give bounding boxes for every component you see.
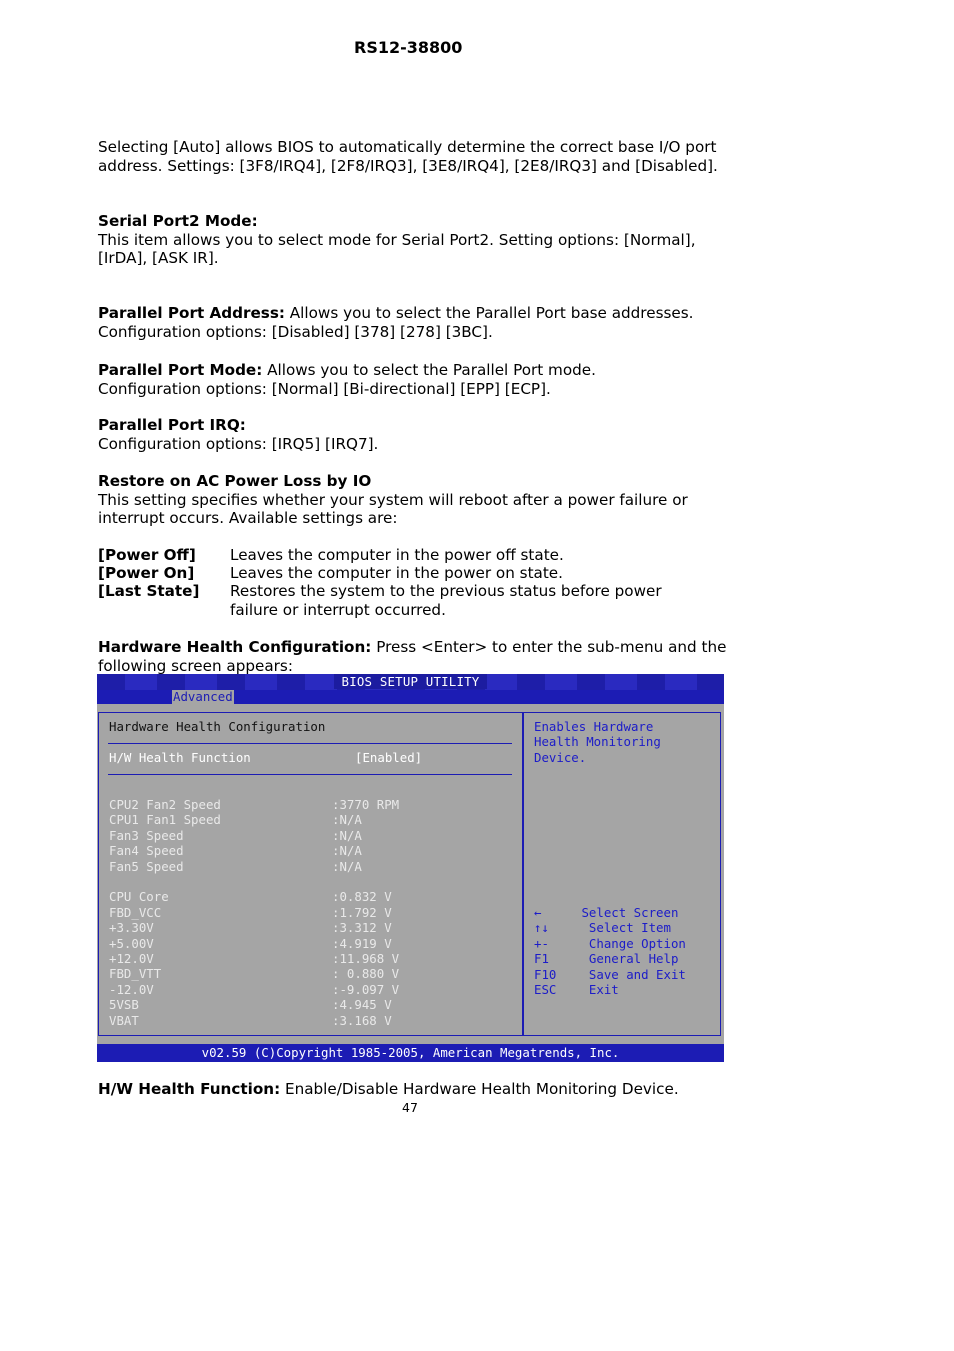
reading-label: Fan5 Speed	[109, 858, 184, 874]
hw-config-section	[98, 638, 738, 675]
bios-help-panel	[534, 719, 714, 765]
reading-value: :N/A	[332, 812, 362, 828]
setting-desc: Restores the system to the previous status before power failure or interrupt occurred.	[230, 582, 662, 619]
reading-label: FBD_VCC	[109, 904, 162, 920]
reading-label: 5VSB	[109, 997, 139, 1013]
hw-function-section	[98, 1080, 738, 1099]
key-change-option	[534, 936, 734, 951]
parallel-mode-text: Allows you to select the Parallel Port mode.	[262, 361, 596, 379]
parallel-mode-options: Configuration options: [Normal] [Bi-directional] [EPP] [ECP].	[98, 379, 551, 398]
key-symbol: ←	[534, 905, 542, 920]
bios-separator	[108, 743, 512, 744]
reading-value: :4.919 V	[332, 935, 392, 951]
reading-value: :3.312 V	[332, 920, 392, 936]
hw-config-text: Press <Enter> to enter the sub-menu and the following screen appears:	[98, 638, 727, 675]
parallel-address-text: Allows you to select the Parallel Port base addresses.	[284, 304, 694, 322]
reading-value: :N/A	[332, 827, 362, 843]
reading-value: :0.832 V	[332, 889, 392, 905]
reading-value: :N/A	[332, 843, 362, 859]
reading-value: :N/A	[332, 858, 362, 874]
key-general-help	[534, 951, 734, 966]
key-symbol: +-	[534, 935, 549, 951]
reading-value: : 0.880 V	[332, 966, 400, 982]
hw-function-text: Enable/Disable Hardware Health Monitoring Device.	[280, 1080, 679, 1098]
key-desc: Change Option	[574, 935, 686, 951]
key-symbol: F1	[534, 951, 549, 967]
key-desc: Select Item	[574, 920, 671, 936]
reading-label: CPU Core	[109, 889, 169, 905]
serial-port2-heading: Serial Port2 Mode:	[98, 212, 258, 230]
key-desc: Save and Exit	[574, 966, 686, 982]
bios-separator	[108, 774, 512, 775]
parallel-address-options: Configuration options: [Disabled] [378] [278] [3BC].	[98, 322, 493, 341]
intro-paragraph	[98, 138, 738, 175]
setting-term: [Power Off]	[98, 546, 196, 564]
reading-value: :3770 RPM	[332, 797, 400, 812]
reading-label: +5.00V	[109, 935, 154, 951]
intro-text: Selecting [Auto] allows BIOS to automatically determine the correct base I/O port address. Settings: [3F8/IRQ4], [2F8/IRQ3], [3E8/IRQ4], [2E8/IRQ3] and [Disabled].	[98, 138, 718, 175]
reading-label: VBAT	[109, 1012, 139, 1028]
restore-heading: Restore on AC Power Loss by IO	[98, 472, 372, 490]
key-select-screen	[534, 905, 734, 920]
reading-label: Fan3 Speed	[109, 827, 184, 843]
page-number: 47	[402, 1100, 418, 1115]
key-desc: Exit	[574, 982, 619, 997]
parallel-address-heading: Parallel Port Address:	[98, 304, 285, 322]
parallel-address-section	[98, 304, 738, 341]
key-symbol: F10	[534, 966, 557, 982]
serial-port2-section	[98, 212, 738, 268]
bios-panel-divider	[522, 712, 524, 1036]
parallel-irq-options: Configuration options: [IRQ5] [IRQ7].	[98, 434, 379, 453]
serial-port2-text: This item allows you to select mode for Serial Port2. Setting options: [Normal], [IrDA], [ASK IR].	[98, 230, 696, 267]
hw-config-heading: Hardware Health Configuration:	[98, 638, 372, 656]
reading-label: CPU2 Fan2 Speed	[109, 797, 221, 812]
reading-label: -12.0V	[109, 981, 154, 997]
key-save-exit	[534, 967, 734, 982]
help-line: Enables Hardware	[534, 719, 654, 734]
bios-footer: v02.59 (C)Copyright 1985-2005, American Megatrends, Inc.	[97, 1044, 724, 1062]
hw-health-function-value[interactable]: [Enabled]	[355, 750, 423, 765]
help-line: Device.	[534, 749, 587, 765]
parallel-mode-heading: Parallel Port Mode:	[98, 361, 263, 379]
key-desc: Select Screen	[574, 905, 679, 920]
help-line: Health Monitoring	[534, 734, 661, 750]
setting-desc: Leaves the computer in the power off state.	[230, 546, 564, 564]
key-exit	[534, 982, 734, 997]
restore-section	[98, 472, 738, 528]
reading-label: Fan4 Speed	[109, 843, 184, 859]
reading-label: CPU1 Fan1 Speed	[109, 812, 221, 828]
parallel-irq-section	[98, 416, 738, 453]
reading-value: :3.168 V	[332, 1012, 392, 1028]
bios-screenshot	[97, 674, 724, 1062]
key-select-item	[534, 920, 734, 935]
reading-label: +12.0V	[109, 951, 154, 966]
hw-health-function-label[interactable]: H/W Health Function	[109, 750, 251, 765]
key-symbol: ↑↓	[534, 920, 549, 936]
reading-value: :4.945 V	[332, 997, 392, 1013]
reading-value: :1.792 V	[332, 904, 392, 920]
parallel-irq-heading: Parallel Port IRQ:	[98, 416, 246, 434]
setting-term: [Last State]	[98, 582, 200, 600]
bios-section-title: Hardware Health Configuration	[109, 719, 326, 734]
bios-title: BIOS SETUP UTILITY	[334, 674, 488, 689]
reading-value: :11.968 V	[332, 951, 400, 966]
setting-desc: Leaves the computer in the power on state.	[230, 564, 563, 582]
setting-term: [Power On]	[98, 564, 195, 582]
reading-value: :-9.097 V	[332, 981, 400, 997]
tab-advanced[interactable]: Advanced	[173, 689, 233, 704]
key-desc: General Help	[574, 951, 679, 967]
reading-label: +3.30V	[109, 920, 154, 936]
document-header-model: RS12-38800	[354, 38, 463, 57]
key-symbol: ESC	[534, 982, 557, 997]
parallel-mode-section	[98, 361, 738, 398]
restore-text: This setting specifies whether your system will reboot after a power failure or interrupt occurs. Available settings are:	[98, 490, 688, 527]
bios-tab-bar	[97, 690, 724, 704]
reading-label: FBD_VTT	[109, 966, 162, 982]
hw-function-heading: H/W Health Function:	[98, 1080, 281, 1098]
